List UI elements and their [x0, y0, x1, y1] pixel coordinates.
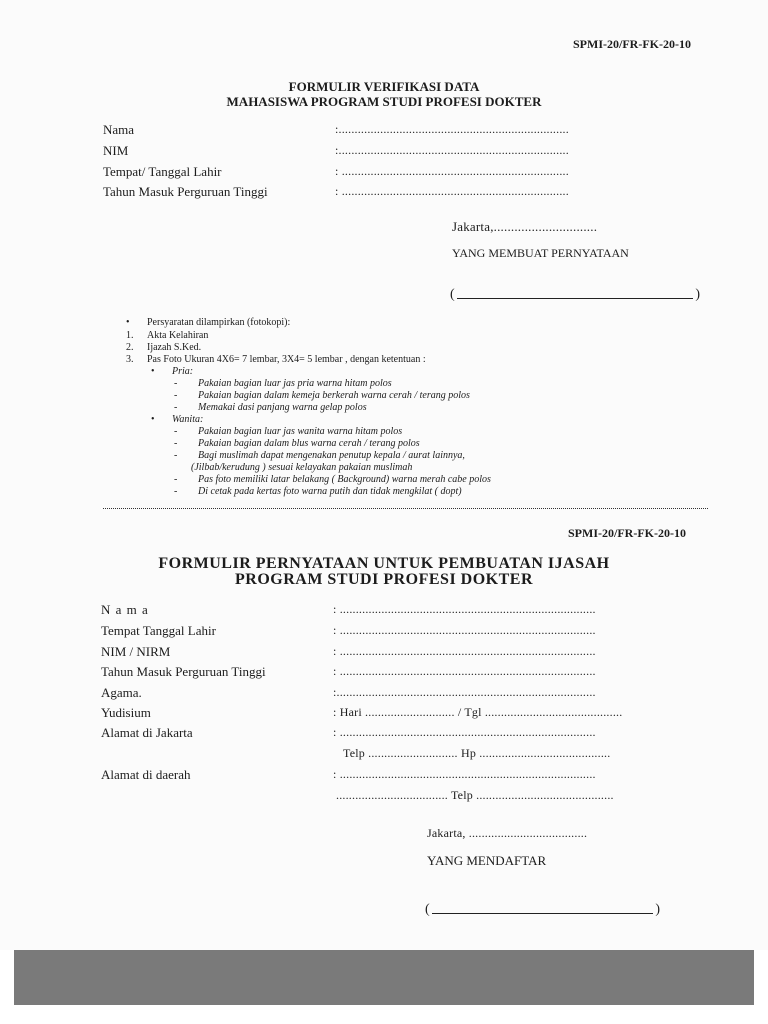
form2-label-yudisium: Yudisium [101, 705, 151, 720]
req-wanita-bullet: • [151, 414, 155, 425]
form1-title-line1: FORMULIR VERIFIKASI DATA [288, 79, 480, 94]
form2-sig-open: ( [425, 902, 430, 917]
req-heading: Persyaratan dilampirkan (fotokopi): [147, 317, 291, 328]
form2-label-nama: N a m a [101, 602, 149, 617]
form2-title-line2: PROGRAM STUDI PROFESI DOKTER [234, 571, 534, 588]
req-wanita-3: Bagi muslimah dapat mengenakan penutup kepala / aurat lainnya, [198, 450, 465, 461]
req-wanita-1: Pakaian bagian luar jas wanita warna hitam polos [198, 426, 403, 437]
req-pria-dash-1: - [174, 378, 178, 389]
scanner-bottom-band [14, 950, 754, 1005]
form1-field-nama[interactable]: :........................................................................ [335, 122, 569, 136]
form2-label-agama: Agama. [101, 685, 142, 700]
req-wanita-dash-3: - [174, 450, 178, 461]
form2-label-alamat-jakarta: Alamat di Jakarta [101, 725, 193, 740]
req-num-1: 1. [126, 330, 134, 341]
req-pria-dash-3: - [174, 402, 178, 413]
form1-sig-close: ) [695, 287, 700, 302]
form1-sig-open: ( [450, 287, 455, 302]
form2-label-tahun-masuk: Tahun Masuk Perguruan Tinggi [101, 664, 266, 679]
req-wanita-dash-5: - [174, 486, 178, 497]
form1-label-nama: Nama [103, 122, 135, 137]
form2-field-ttl[interactable]: : ................................................................................ [333, 623, 596, 637]
form2-field-alamat-daerah[interactable]: : ................................................................................ [333, 767, 596, 781]
form1-place-date[interactable]: Jakarta,.............................. [452, 219, 598, 234]
form2-field-nim[interactable]: : ................................................................................ [333, 644, 596, 658]
form2-field-alamat-jakarta[interactable]: : ................................................................................ [333, 725, 596, 739]
form1-label-ttl: Tempat/ Tanggal Lahir [103, 164, 222, 179]
form2-label-ttl: Tempat Tanggal Lahir [101, 623, 216, 638]
form2-field-telp-hp[interactable]: Telp ............................ Hp ......................................... [343, 746, 611, 760]
req-pria-1: Pakaian bagian luar jas pria warna hitam polos [198, 378, 392, 389]
req-item-3: Pas Foto Ukuran 4X6= 7 lembar, 3X4= 5 lembar , dengan ketentuan : [147, 354, 426, 365]
req-pria-label: Pria: [172, 366, 194, 377]
req-wanita-4: Pas foto memiliki latar belakang ( Background) warna merah cabe polos [198, 474, 491, 485]
form2-signer: YANG MENDAFTAR [427, 853, 547, 868]
form2-field-nama[interactable]: : ................................................................................ [333, 602, 596, 616]
req-pria-bullet: • [151, 366, 155, 377]
form2-label-alamat-daerah: Alamat di daerah [101, 767, 191, 782]
form1-signature-line[interactable] [450, 288, 700, 302]
form2-field-agama[interactable]: :................................................................................. [333, 685, 596, 699]
form2-field-tahun-masuk[interactable]: : ................................................................................ [333, 664, 596, 678]
req-num-3: 3. [126, 354, 134, 365]
req-wanita-2: Pakaian bagian dalam blus warna cerah / terang polos [198, 438, 420, 449]
cut-line [103, 508, 708, 509]
form2-field-telp-daerah[interactable]: ................................... Telp ........................................... [336, 788, 614, 802]
req-pria-dash-2: - [174, 390, 178, 401]
form1-field-tahun-masuk[interactable]: : ....................................................................... [335, 184, 569, 198]
req-num-2: 2. [126, 342, 134, 353]
form1-field-nim[interactable]: :........................................................................ [335, 143, 569, 157]
req-item-2: Ijazah S.Ked. [147, 342, 202, 353]
req-bullet: • [126, 317, 130, 328]
form1-label-tahun-masuk: Tahun Masuk Perguruan Tinggi [103, 184, 268, 199]
req-wanita-dash-1: - [174, 426, 178, 437]
form1-field-ttl[interactable]: : ....................................................................... [335, 164, 569, 178]
req-item-1: Akta Kelahiran [147, 330, 209, 341]
form2-label-nim: NIM / NIRM [101, 644, 171, 659]
req-pria-2: Pakaian bagian dalam kemeja berkerah warna cerah / terang polos [198, 390, 470, 401]
req-wanita-dash-2: - [174, 438, 178, 449]
form2-code: SPMI-20/FR-FK-20-10 [568, 526, 686, 540]
form2-sig-underline [432, 913, 654, 914]
form1-label-nim: NIM [103, 143, 129, 158]
form2-title-line1: FORMULIR PERNYATAAN UNTUK PEMBUATAN IJASAH [158, 555, 610, 572]
req-wanita-3-cont: (Jilbab/kerudung ) sesuai kelayakan pakaian muslimah [191, 462, 413, 473]
req-wanita-5: Di cetak pada kertas foto warna putih dan tidak mengkilat ( dopt) [198, 486, 462, 497]
form1-sig-underline [457, 298, 694, 299]
form1-title-line2: MAHASISWA PROGRAM STUDI PROFESI DOKTER [226, 94, 542, 109]
form1-signer: YANG MEMBUAT PERNYATAAN [452, 246, 629, 260]
req-pria-3: Memakai dasi panjang warna gelap polos [198, 402, 367, 413]
req-wanita-dash-4: - [174, 474, 178, 485]
form2-sig-close: ) [655, 902, 660, 917]
req-wanita-label: Wanita: [172, 414, 204, 425]
form2-place-date[interactable]: Jakarta, ..................................... [427, 826, 588, 840]
form2-field-yudisium[interactable]: : Hari ............................ / Tgl ........................................... [333, 705, 623, 719]
form1-code: SPMI-20/FR-FK-20-10 [573, 37, 691, 51]
form2-signature-line[interactable] [425, 903, 660, 917]
